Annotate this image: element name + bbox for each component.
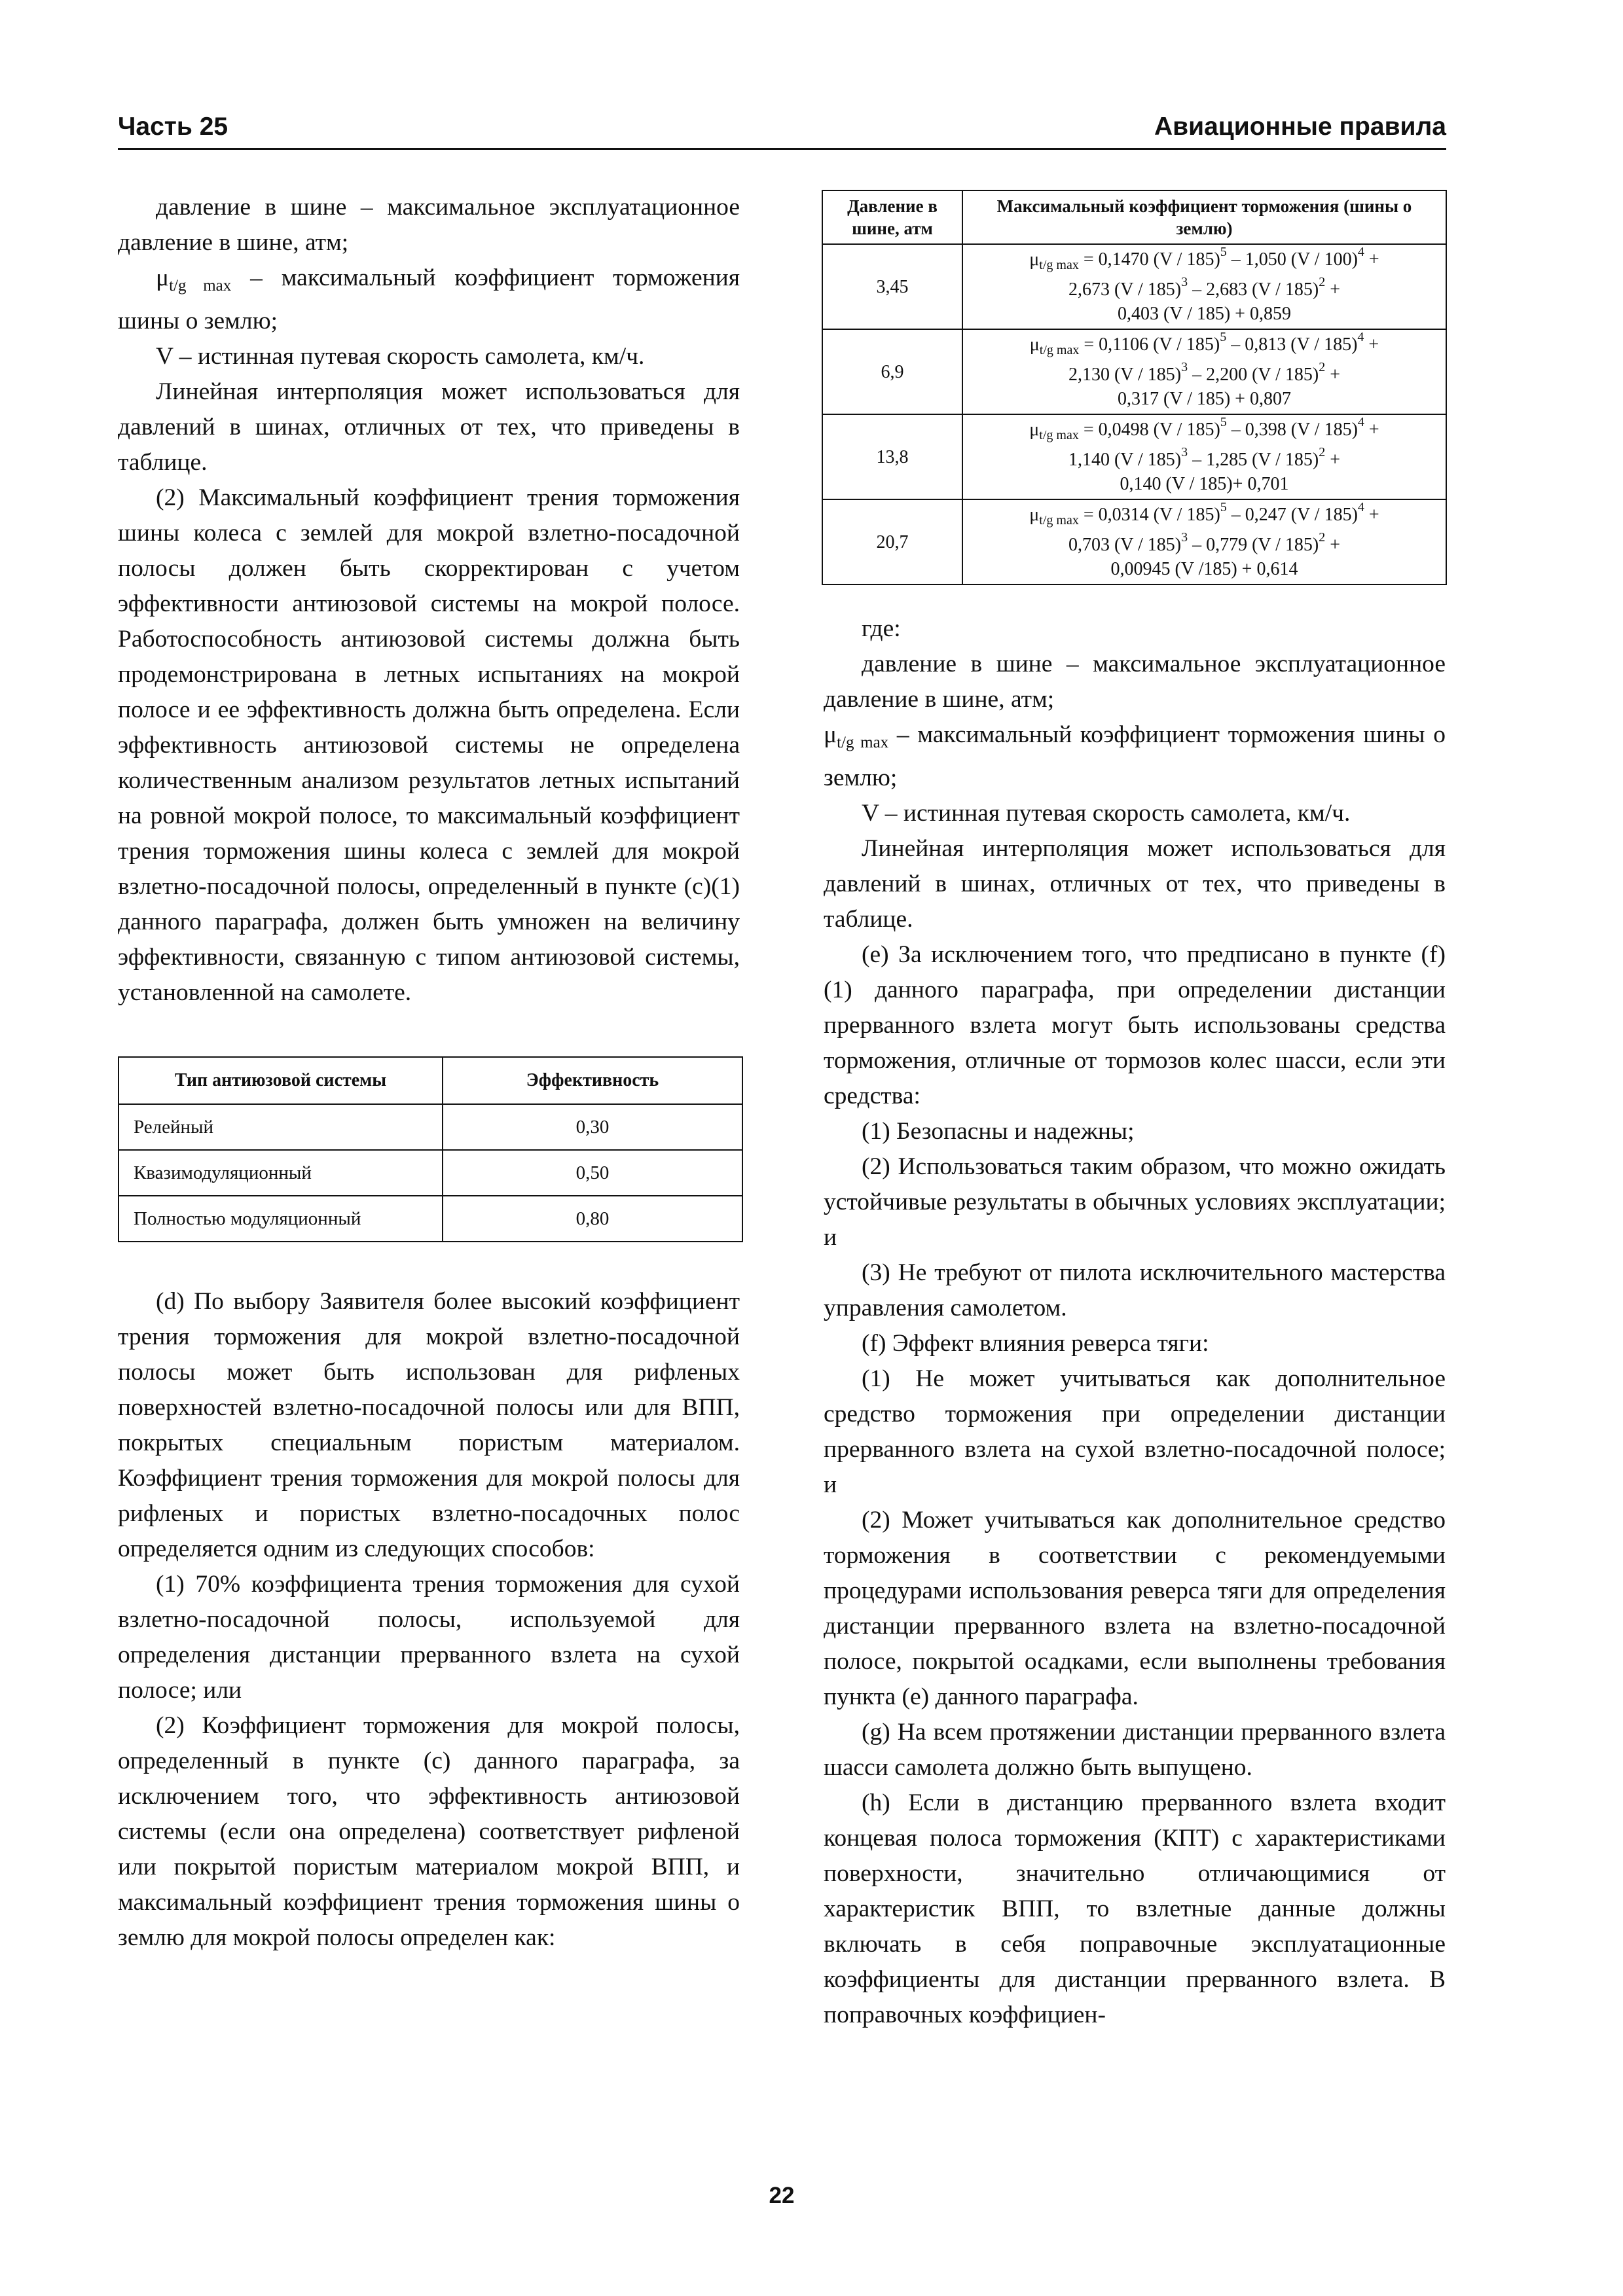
formula-cell (962, 244, 1446, 329)
exponent: 3 (1181, 275, 1188, 289)
formula-term: – 0,779 (V / 185) (1188, 535, 1319, 555)
formula-term: – 1,050 (V / 100) (1226, 249, 1358, 270)
paragraph: где: (862, 615, 901, 642)
formula-term: 1,140 (V / 185) (1068, 450, 1182, 470)
exponent: 2 (1319, 275, 1326, 289)
formula-term: + (1325, 279, 1341, 300)
exponent: 2 (1319, 530, 1326, 545)
column-header-pressure: Давление в шине, атм (822, 190, 962, 244)
formula-term: + (1325, 365, 1341, 385)
formula-line (968, 332, 1440, 363)
paragraph: (h) Если в дистанцию прерванного взлета входит концевая полоса торможения (КПТ) с характеристиками поверхности, значительно отличающимися от характеристик ВПП, то взлетные данные должны включать в себя поправочные эксплуатационные коэффициенты для дистанции прерванного взлета. В поправочных коэффициен- (824, 1789, 1446, 2028)
paragraph: давление в шине – максимальное эксплуатационное давление в шине, атм; (824, 651, 1446, 713)
paragraph: (d) По выбору Заявителя более высокий коэффициент трения торможения для мокрой взлетно-посадочной полосы может быть использован для рифленых поверхностей взлетно-посадочной полосы или для ВПП, покрытых специальным пористым материалом. Коэффициент трения торможения для мокрой полосы для рифленых и пористых взлетно-посадочных полос определяется одним из следующих способов: (118, 1288, 740, 1562)
formula-line: 0,140 (V / 185)+ 0,701 (1120, 474, 1289, 494)
formula-line: 0,317 (V / 185) + 0,807 (1118, 389, 1291, 409)
paragraph: V – истинная путевая скорость самолета, км/ч. (862, 800, 1351, 827)
formula-term: = 0,1470 (V / 185) (1078, 249, 1220, 270)
formula-term: + (1325, 450, 1341, 470)
formula-term: – 0,813 (V / 185) (1226, 334, 1358, 355)
formula-line: 0,00945 (V /185) + 0,614 (1110, 559, 1298, 579)
table-row (119, 1196, 742, 1242)
pressure-cell: 6,9 (822, 329, 962, 414)
paragraph-text: – максимальный коэффициент торможения шины о землю; (824, 721, 1446, 791)
formula-term: + (1364, 249, 1379, 270)
exponent: 2 (1319, 360, 1326, 374)
formula-term: – 0,247 (V / 185) (1226, 505, 1358, 525)
efficiency-cell: 0,80 (443, 1196, 742, 1242)
table-row (119, 1150, 742, 1196)
column-header: Эффективность (443, 1057, 742, 1104)
antiskid-type-cell: Релейный (119, 1104, 443, 1150)
formula-term: – 2,200 (V / 185) (1188, 365, 1319, 385)
formula-term: 2,673 (V / 185) (1068, 279, 1182, 300)
formula-term: 2,130 (V / 185) (1068, 365, 1182, 385)
formula-term: – 2,683 (V / 185) (1188, 279, 1319, 300)
efficiency-cell: 0,30 (443, 1104, 742, 1150)
exponent: 5 (1220, 500, 1227, 514)
header-part: Часть 25 (118, 113, 228, 141)
formula-cell (962, 499, 1446, 584)
paragraph: (2) Коэффициент торможения для мокрой полосы, определенный в пункте (с) данного параграфа, за исключением того, что эффективность антиюзовой системы (если она определена) соответствует рифленой или покрытой пористым материалом мокрой ВПП, и максимальный коэффициент трения торможения шины о землю для мокрой полосы определен как: (118, 1712, 740, 1951)
table-row (119, 1104, 742, 1150)
mu-subscript: t/g max (1039, 343, 1080, 357)
formula-term: – 1,285 (V / 185) (1188, 450, 1319, 470)
mu-subscript: t/g max (837, 734, 889, 751)
formula-line: 0,403 (V / 185) + 0,859 (1118, 304, 1291, 324)
mu-subscript: t/g max (1039, 428, 1079, 442)
formula-cell (962, 329, 1446, 414)
paragraph: (2) Использоваться таким образом, что можно ожидать устойчивые результаты в обычных условиях эксплуатации; и (824, 1153, 1446, 1251)
table-row (822, 329, 1446, 414)
brake-coefficient-table (822, 190, 1447, 585)
paragraph-text: – максимальный коэффициент торможения шины о землю; (118, 264, 740, 334)
formula-term: + (1364, 420, 1379, 440)
exponent: 5 (1220, 415, 1227, 429)
formula-term: + (1325, 535, 1341, 555)
formula-term: = 0,0314 (V / 185) (1078, 505, 1220, 525)
efficiency-cell: 0,50 (443, 1150, 742, 1196)
pressure-cell: 20,7 (822, 499, 962, 584)
exponent: 3 (1181, 445, 1188, 459)
pressure-cell: 3,45 (822, 244, 962, 329)
exponent: 4 (1357, 330, 1364, 344)
formula-line (968, 415, 1440, 448)
paragraph: (3) Не требуют от пилота исключительного мастерства управления самолетом. (824, 1259, 1446, 1321)
mu-symbol: μ (824, 721, 837, 748)
table-row (822, 244, 1446, 329)
pressure-cell: 13,8 (822, 414, 962, 499)
formula-line (968, 445, 1440, 472)
paragraph: (1) Не может учитываться как дополнительное средство торможения при определении дистанции прерванного взлета на сухой взлетно-посадочной полосе; и (824, 1365, 1446, 1498)
mu-subscript: t/g max (169, 277, 232, 295)
exponent: 2 (1319, 445, 1326, 459)
formula-cell (962, 414, 1446, 499)
paragraph: Линейная интерполяция может использоваться для давлений в шинах, отличных от тех, что приведены в таблице. (118, 378, 740, 476)
paragraph: (2) Максимальный коэффициент трения торможения шины колеса с землей для мокрой взлетно-посадочной полосы должен быть скорректирован с учетом эффективности антиюзовой системы на мокрой полосе. Работоспособность антиюзовой системы должна быть продемонстрирована в летных испытаниях на мокрой полосе и ее эффективность должна быть определена. Если эффективность антиюзовой системы не определена количественным анализом результатов летных испытаний на ровной мокрой полосе, то максимальный коэффициент трения торможения шины колеса с землей для мокрой взлетно-посадочной полосы, определенный в пункте (с)(1) данного параграфа, должен быть умножен на величину эффективности, связанную с типом антиюзовой системы, установленной на самолете. (118, 484, 740, 1006)
exponent: 4 (1357, 245, 1364, 259)
paragraph: V – истинная путевая скорость самолета, км/ч. (156, 343, 645, 370)
column-header: Тип антиюзовой системы (119, 1057, 443, 1104)
formula-term: = 0,0498 (V / 185) (1078, 420, 1220, 440)
paragraph: (g) На всем протяжении дистанции прерванного взлета шасси самолета должно быть выпущено. (824, 1719, 1446, 1781)
mu-symbol: μ (1029, 249, 1040, 270)
paragraph (824, 717, 1446, 796)
left-column (118, 190, 740, 1956)
mu-subscript: t/g max (1039, 513, 1079, 528)
mu-symbol: μ (1029, 420, 1040, 440)
paragraph: (1) 70% коэффициента трения торможения для сухой взлетно-посадочной полосы, используемой для определения дистанции прерванного взлета на сухой полосе; или (118, 1571, 740, 1704)
formula-line (968, 275, 1440, 302)
table-header-row (822, 190, 1446, 244)
antiskid-type-cell: Квазимодуляционный (119, 1150, 443, 1196)
right-column (824, 190, 1446, 2033)
table-row (822, 499, 1446, 584)
formula-line (968, 360, 1440, 387)
paragraph: (1) Безопасны и надежны; (862, 1118, 1135, 1145)
mu-subscript: t/g max (1039, 258, 1079, 272)
antiskid-type-cell: Полностью модуляционный (119, 1196, 443, 1242)
antiskid-efficiency-table (118, 1056, 743, 1242)
formula-term: 0,703 (V / 185) (1068, 535, 1182, 555)
exponent: 4 (1357, 500, 1364, 514)
formula-term: + (1364, 334, 1379, 355)
column-header-coefficient: Максимальный коэффициент торможения (шины о землю) (962, 190, 1446, 244)
formula-line (968, 530, 1440, 557)
mu-symbol: μ (1029, 334, 1040, 355)
header-rule (118, 148, 1446, 150)
header-title: Авиационные правила (1154, 113, 1446, 141)
paragraph: давление в шине – максимальное эксплуатационное давление в шине, атм; (118, 194, 740, 256)
formula-term: – 0,398 (V / 185) (1226, 420, 1358, 440)
exponent: 5 (1220, 330, 1227, 344)
exponent: 5 (1220, 245, 1227, 259)
formula-line (968, 500, 1440, 533)
formula-line (968, 247, 1440, 278)
exponent: 3 (1181, 360, 1188, 374)
exponent: 4 (1357, 415, 1364, 429)
mu-symbol: μ (156, 264, 170, 291)
table-header-row (119, 1057, 742, 1104)
formula-term: = 0,1106 (V / 185) (1079, 334, 1220, 355)
mu-symbol: μ (1029, 505, 1040, 525)
paragraph: (2) Может учитываться как дополнительное средство торможения в соответствии с рекомендуемыми процедурами использования реверса тяги для определения дистанции прерванного взлета на взлетно-посадочной полосе, покрытой осадками, если выполнены требования пункта (е) данного параграфа. (824, 1507, 1446, 1710)
paragraph: (е) За исключением того, что предписано в пункте (f)(1) данного параграфа, при определении дистанции прерванного взлета могут быть использованы средства торможения, отличные от тормозов колес шасси, если эти средства: (824, 941, 1446, 1109)
page-number: 22 (769, 2183, 795, 2208)
paragraph (118, 260, 740, 339)
paragraph: (f) Эффект влияния реверса тяги: (862, 1330, 1209, 1357)
table-row (822, 414, 1446, 499)
paragraph: Линейная интерполяция может использоваться для давлений в шинах, отличных от тех, что приведены в таблице. (824, 835, 1446, 933)
exponent: 3 (1181, 530, 1188, 545)
formula-term: + (1364, 505, 1379, 525)
